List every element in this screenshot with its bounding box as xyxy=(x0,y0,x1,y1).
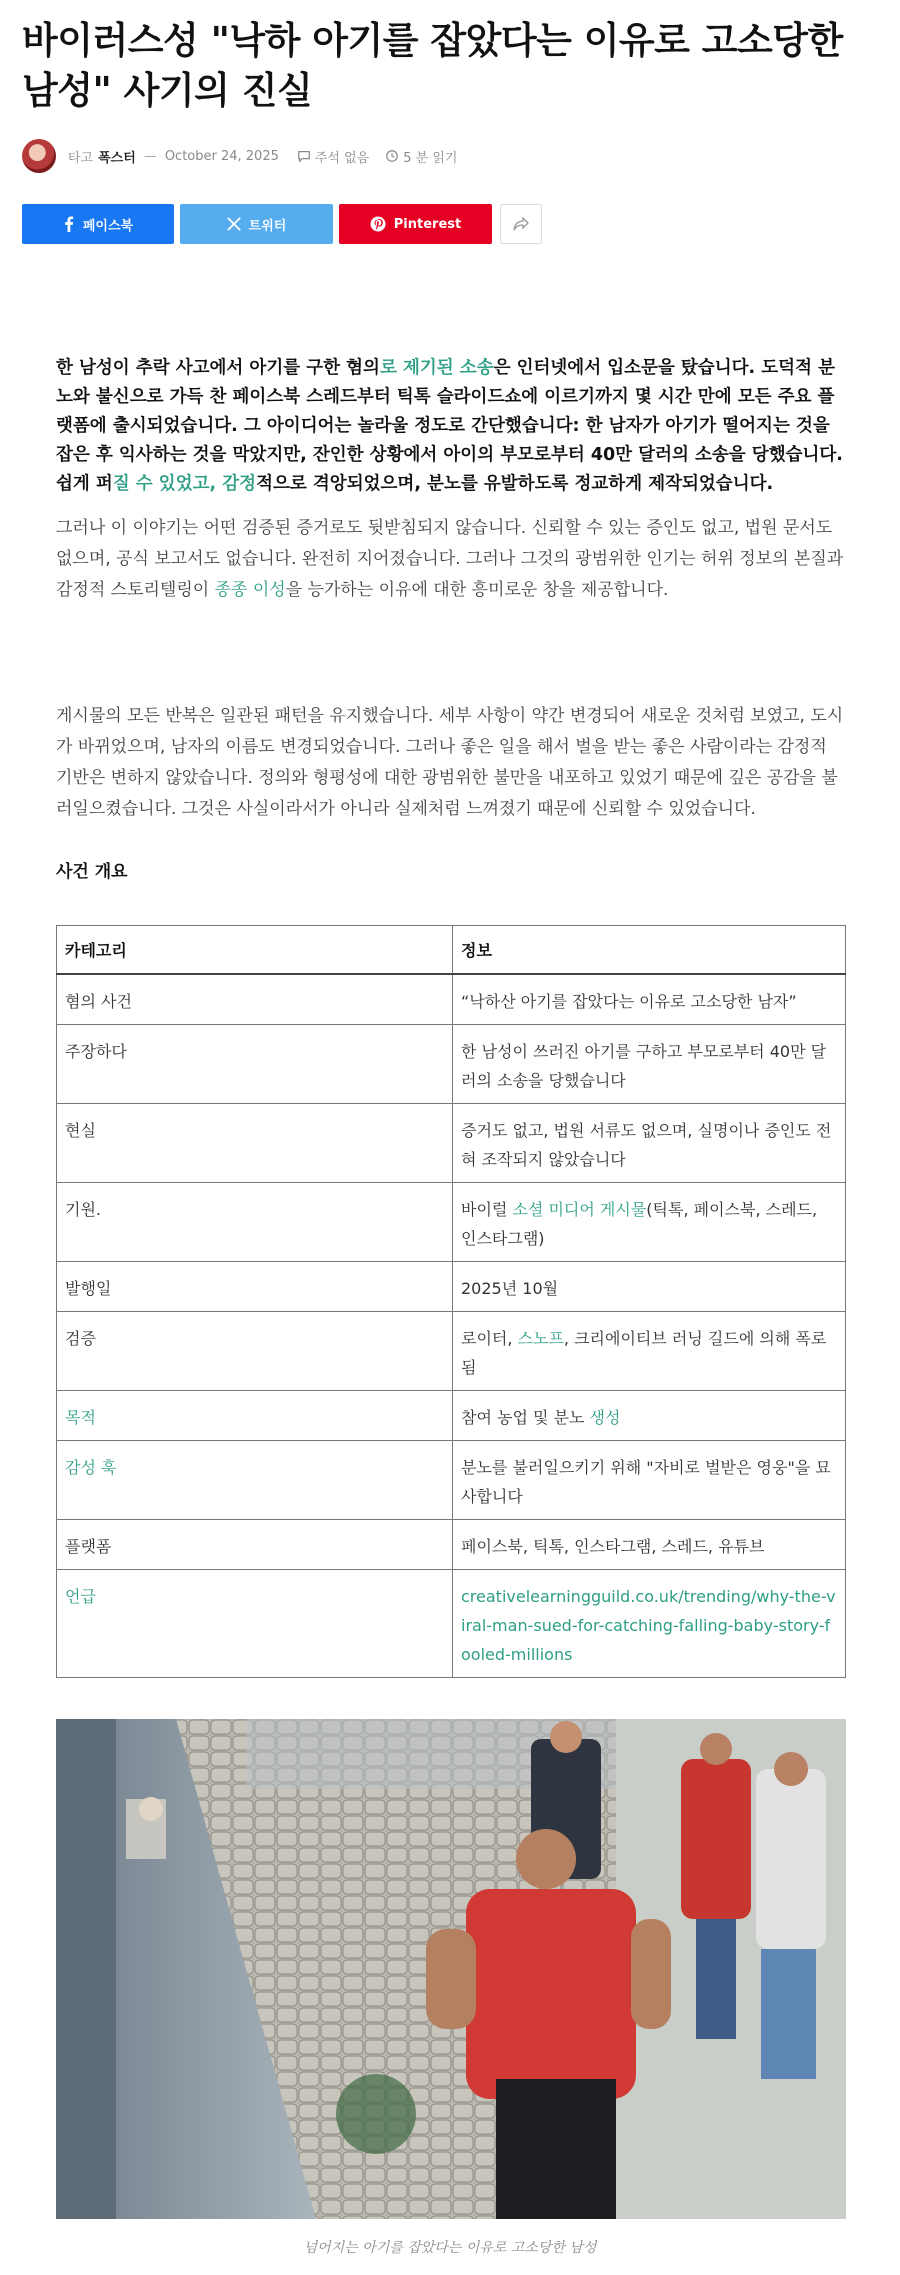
table-header-category: 카테고리 xyxy=(57,926,453,975)
overview-table xyxy=(56,925,846,1678)
article-photo xyxy=(56,1719,846,2219)
table-row xyxy=(57,1262,846,1312)
snopes-link[interactable]: 스노프 xyxy=(517,1329,564,1348)
facebook-icon xyxy=(63,216,75,232)
table-row xyxy=(57,974,846,1025)
table-cell-info xyxy=(453,1312,846,1391)
share-facebook-button[interactable] xyxy=(22,204,174,244)
generation-link[interactable]: 생성 xyxy=(589,1408,621,1427)
info-text: 로이터, xyxy=(461,1329,518,1348)
info-text: 참여 농업 및 분노 xyxy=(461,1408,590,1427)
author-avatar[interactable] xyxy=(22,139,56,173)
lead-paragraph xyxy=(56,354,844,499)
read-time xyxy=(385,147,457,166)
body-paragraph-1 xyxy=(56,513,844,606)
share-icon xyxy=(513,217,529,231)
photo-caption: 넘어지는 아기를 잡았다는 이유로 고소당한 남성 xyxy=(303,2240,597,2256)
lawsuit-link[interactable]: 로 제기된 소송 xyxy=(379,358,494,378)
info-text: (틱톡, 페이스북, 스레드, 인스타그램) xyxy=(461,1200,818,1248)
publish-date: October 24, 2025 xyxy=(164,148,279,164)
purpose-link[interactable]: 목적 xyxy=(57,1391,453,1441)
table-header-row xyxy=(57,926,846,975)
table-cell-category: 발행일 xyxy=(57,1262,453,1312)
share-twitter-button[interactable] xyxy=(180,204,333,244)
table-cell-info xyxy=(453,1183,846,1262)
info-text: , 크리에이티브 러닝 길드에 의해 폭로됨 xyxy=(461,1329,827,1377)
table-cell-category: 기원. xyxy=(57,1183,453,1262)
table-cell-info: 증거도 없고, 법원 서류도 없으며, 실명이나 증인도 전혀 조작되지 않았습니다 xyxy=(453,1104,846,1183)
comment-icon xyxy=(297,149,311,163)
mention-link[interactable]: 언급 xyxy=(57,1570,453,1678)
section-heading: 사건 개요 xyxy=(56,862,128,882)
comments-label: 주석 없음 xyxy=(314,150,370,166)
table-cell-info: 분노를 불러일으키기 위해 "자비로 벌받은 영웅"을 묘사합니다 xyxy=(453,1441,846,1520)
meta-separator: — xyxy=(143,148,157,164)
share-more-button[interactable] xyxy=(500,204,542,244)
table-cell-category: 혐의 사건 xyxy=(57,974,453,1025)
street-scene-image xyxy=(56,1719,846,2219)
share-pinterest-label: Pinterest xyxy=(393,216,462,232)
table-cell-info: 페이스북, 틱톡, 인스타그램, 스레드, 유튜브 xyxy=(453,1520,846,1570)
article-content xyxy=(22,354,878,2275)
table-row xyxy=(57,1391,846,1441)
clock-icon xyxy=(385,149,399,163)
by-label: 타고 xyxy=(68,150,94,166)
share-twitter-label: 트위터 xyxy=(248,218,287,234)
share-facebook-label: 페이스북 xyxy=(82,218,134,234)
table-cell-category: 검증 xyxy=(57,1312,453,1391)
table-cell-info: “낙하산 아기를 잡았다는 이유로 고소당한 남자” xyxy=(453,974,846,1025)
share-pinterest-button[interactable] xyxy=(339,204,492,244)
emotion-link[interactable]: 질 수 있었고, 감정 xyxy=(112,474,257,494)
table-cell-category: 플랫폼 xyxy=(57,1520,453,1570)
comments-link[interactable] xyxy=(297,147,369,166)
info-text: 바이럴 xyxy=(461,1200,513,1219)
table-cell-info: 한 남성이 쓰러진 아기를 구하고 부모로부터 40만 달러의 소송을 당했습니다 xyxy=(453,1025,846,1104)
lead-text-1: 한 남성이 추락 사고에서 아기를 구한 혐의 xyxy=(56,358,380,378)
x-icon xyxy=(227,217,241,231)
lead-text-2: 은 인터넷에서 입소문을 탔습니다. 도덕적 분노와 불신으로 가득 찬 페이스북 스레드부터 틱톡 슬라이드쇼에 이르기까지 몇 시간 만에 모든 주요 플랫폼에 출시되었습니다. 그 아이디어는 놀라울 정도로 간단했습니다: 한 남자가 아기가 떨어지는 것을 잡은 후 익사하는 것을 막았지만, 잔인한 상황에서 아이의 부모로부터 40만 달러의 소송을 당했습니다. 쉽게 퍼 xyxy=(56,358,843,494)
table-cell-info xyxy=(453,1570,846,1678)
table-row xyxy=(57,1441,846,1520)
author-link[interactable]: 폭스터 xyxy=(98,150,136,166)
table-cell-info: 2025년 10월 xyxy=(453,1262,846,1312)
table-cell-category: 주장하다 xyxy=(57,1025,453,1104)
table-header-info: 정보 xyxy=(453,926,846,975)
share-bar xyxy=(22,204,878,244)
emotional-hook-link[interactable]: 감성 훅 xyxy=(57,1441,453,1520)
article-title: 바이러스성 "낙하 아기를 잡았다는 이유로 고소당한 남성" 사기의 진실 xyxy=(22,19,843,112)
table-row xyxy=(57,1183,846,1262)
reason-link[interactable]: 종종 이성 xyxy=(214,580,286,600)
table-cell-category: 현실 xyxy=(57,1104,453,1183)
source-url-link[interactable]: creativelearningguild.co.uk/trending/why-the-viral-man-sued-for-catching-falling-baby-story-fooled-millions xyxy=(461,1587,836,1664)
para1-text-2: 을 능가하는 이유에 대한 흥미로운 창을 제공합니다. xyxy=(285,580,669,600)
read-time-label: 5 분 읽기 xyxy=(403,150,458,166)
article-meta xyxy=(22,136,878,176)
lead-text-3: 적으로 격앙되었으며, 분노를 유발하도록 정교하게 제작되었습니다. xyxy=(256,474,774,494)
table-row xyxy=(57,1104,846,1183)
pinterest-icon xyxy=(370,216,386,232)
para1-text-1: 그러나 이 이야기는 어떤 검증된 증거로도 뒷받침되지 않습니다. 신뢰할 수 있는 증인도 없고, 법원 문서도 없으며, 공식 보고서도 없습니다. 완전히 지어졌습니다. 그러나 그것의 광범위한 인기는 허위 정보의 본질과 감정적 스토리텔링이 xyxy=(56,518,844,600)
table-row xyxy=(57,1570,846,1678)
table-row xyxy=(57,1025,846,1104)
table-row xyxy=(57,1312,846,1391)
body-paragraph-2: 게시물의 모든 반복은 일관된 패턴을 유지했습니다. 세부 사항이 약간 변경되어 새로운 것처럼 보였고, 도시가 바뀌었으며, 남자의 이름도 변경되었습니다. 그러나 좋은 일을 해서 벌을 받는 좋은 사람이라는 감정적 기반은 변하지 않았습니다. 정의와 형평성에 대한 광범위한 불만을 내포하고 있었기 때문에 깊은 공감을 불러일으켰습니다. 그것은 사실이라서가 아니라 실제처럼 느껴졌기 때문에 신뢰할 수 있었습니다. xyxy=(56,706,844,819)
table-row xyxy=(57,1520,846,1570)
table-cell-info xyxy=(453,1391,846,1441)
social-media-link[interactable]: 소셜 미디어 게시물 xyxy=(512,1200,647,1219)
